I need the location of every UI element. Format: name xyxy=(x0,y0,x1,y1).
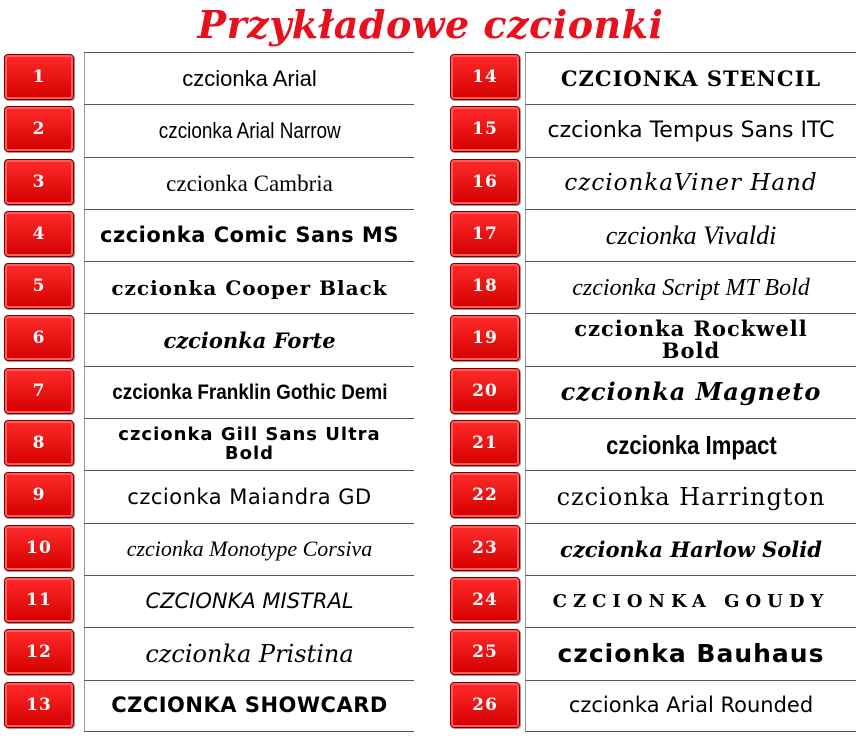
font-sample-text: czcionka Gill Sans Ultra Bold xyxy=(118,423,381,464)
font-sample-cell xyxy=(84,104,414,156)
row-number-badge: 6 xyxy=(4,315,74,361)
font-sample-text: czcionka Arial xyxy=(182,65,317,91)
font-sample-text: czcionka Harlow Solid xyxy=(560,536,822,562)
row-number-badge: 8 xyxy=(4,420,74,466)
font-sample-cell xyxy=(84,261,414,313)
font-row xyxy=(4,313,414,365)
row-number-badge: 19 xyxy=(450,315,520,361)
font-sample-cell xyxy=(84,470,414,522)
row-number-badge: 22 xyxy=(450,472,520,518)
font-row xyxy=(4,418,414,470)
row-number-badge: 1 xyxy=(4,54,74,100)
row-number-badge: 26 xyxy=(450,682,520,728)
font-sample-text: czcionka Maiandra GD xyxy=(127,484,372,509)
font-sample-text: czcionkaViner Hand xyxy=(564,169,818,196)
font-row xyxy=(450,104,856,156)
font-sample-text: czcionka Forte xyxy=(163,327,336,353)
font-sample-text: czcionka Harrington xyxy=(556,483,826,512)
font-row xyxy=(450,52,856,104)
font-row xyxy=(4,104,414,156)
row-number-badge: 7 xyxy=(4,368,74,414)
font-sample-text: czcionka Rockwell Bold xyxy=(574,316,808,364)
font-sample-cell xyxy=(525,523,856,575)
page-title: Przykładowe czcionki xyxy=(197,2,664,47)
font-row xyxy=(4,209,414,261)
row-number-badge: 15 xyxy=(450,106,520,152)
font-sample-text: czcionka Impact xyxy=(605,429,777,460)
font-row xyxy=(4,627,414,679)
font-sample-text: czcionka Script MT Bold xyxy=(572,274,810,301)
font-row xyxy=(450,209,856,261)
font-sample-text: czcionka Vivaldi xyxy=(605,220,777,250)
font-row xyxy=(4,261,414,313)
font-row xyxy=(450,627,856,679)
font-sample-cell xyxy=(84,366,414,418)
font-row xyxy=(450,418,856,470)
font-sample-cell xyxy=(525,418,856,470)
font-sample-cell xyxy=(525,313,856,365)
row-number-badge: 5 xyxy=(4,263,74,309)
font-row xyxy=(450,261,856,313)
font-sample-text: CZCIONKA GOUDY xyxy=(552,590,830,612)
font-sample-cell xyxy=(525,627,856,679)
row-number-badge: 17 xyxy=(450,211,520,257)
font-sample-text: czcionka Comic Sans MS xyxy=(100,223,399,248)
font-row xyxy=(4,52,414,104)
font-sample-cell xyxy=(525,157,856,209)
font-sample-text: czcionka Cambria xyxy=(166,170,333,196)
font-sample-text: czcionka Pristina xyxy=(145,639,354,668)
font-sample-cell xyxy=(525,209,856,261)
font-sample-cell xyxy=(525,470,856,522)
font-sample-text: CZCIONKA SHOWCARD xyxy=(111,693,388,718)
row-number-badge: 11 xyxy=(4,577,74,623)
row-number-badge: 13 xyxy=(4,682,74,728)
font-sample-text: czcionka Monotype Corsiva xyxy=(126,536,373,562)
font-row xyxy=(4,575,414,627)
row-number-badge: 3 xyxy=(4,159,74,205)
row-number-badge: 25 xyxy=(450,629,520,675)
row-number-badge: 14 xyxy=(450,54,520,100)
font-list-left xyxy=(4,52,414,732)
row-number-badge: 4 xyxy=(4,211,74,257)
font-sample-cell xyxy=(84,313,414,365)
font-row xyxy=(4,470,414,522)
font-row xyxy=(450,523,856,575)
font-row xyxy=(450,157,856,209)
font-sample-cell xyxy=(525,104,856,156)
font-sample-text: czcionka Arial Narrow xyxy=(158,117,341,143)
row-number-badge: 20 xyxy=(450,368,520,414)
font-sample-text: czcionka Bauhaus xyxy=(557,639,825,669)
font-sample-cell xyxy=(84,209,414,261)
font-sample-cell xyxy=(525,52,856,104)
font-sample-text: czcionka Magneto xyxy=(560,377,822,407)
font-sample-cell xyxy=(525,575,856,627)
font-sample-cell xyxy=(84,52,414,104)
font-sample-text: czcionka Cooper Black xyxy=(111,275,388,300)
font-list-right xyxy=(450,52,856,732)
row-number-badge: 18 xyxy=(450,263,520,309)
font-sample-cell xyxy=(84,627,414,679)
font-sample-text: CZCIONKA MISTRAL xyxy=(145,589,354,614)
font-row xyxy=(4,366,414,418)
row-number-badge: 23 xyxy=(450,525,520,571)
font-row xyxy=(450,470,856,522)
font-row xyxy=(4,680,414,732)
font-sample-cell xyxy=(525,680,856,732)
font-sample-cell xyxy=(525,366,856,418)
row-number-badge: 2 xyxy=(4,106,74,152)
font-row xyxy=(4,523,414,575)
font-row xyxy=(450,366,856,418)
row-number-badge: 24 xyxy=(450,577,520,623)
font-row xyxy=(450,680,856,732)
font-sample-cell xyxy=(84,680,414,732)
row-number-badge: 9 xyxy=(4,472,74,518)
font-sample-cell xyxy=(84,157,414,209)
row-number-badge: 16 xyxy=(450,159,520,205)
font-row xyxy=(450,313,856,365)
font-sample-cell xyxy=(84,575,414,627)
font-sample-cell xyxy=(84,418,414,470)
font-sample-text: czcionka Tempus Sans ITC xyxy=(547,117,835,143)
font-sample-text: czcionka Arial Rounded xyxy=(568,693,814,718)
font-sample-cell xyxy=(84,523,414,575)
row-number-badge: 10 xyxy=(4,525,74,571)
font-row xyxy=(4,157,414,209)
font-row xyxy=(450,575,856,627)
row-number-badge: 12 xyxy=(4,629,74,675)
row-number-badge: 21 xyxy=(450,420,520,466)
font-sample-text: CZCIONKA STENCIL xyxy=(560,66,822,92)
font-sample-text: czcionka Franklin Gothic Demi xyxy=(111,380,388,404)
font-sample-cell xyxy=(525,261,856,313)
